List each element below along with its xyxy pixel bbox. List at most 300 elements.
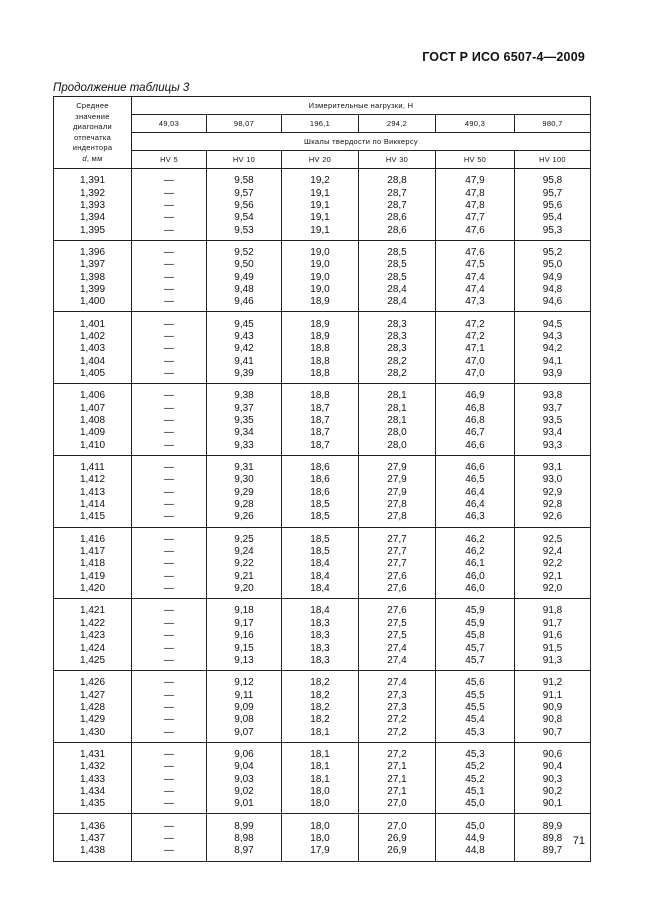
- hardness-cell: 27,5: [359, 630, 436, 642]
- hardness-cell: 93,8: [515, 384, 591, 403]
- hardness-cell: 18,9: [282, 312, 359, 331]
- hardness-cell: 18,7: [282, 427, 359, 439]
- diagonal-cell: 1,417: [54, 546, 132, 558]
- hardness-cell: —: [132, 814, 207, 833]
- hardness-cell: 9,25: [207, 527, 282, 546]
- hardness-cell: 45,9: [436, 599, 515, 618]
- hardness-cell: 47,0: [436, 355, 515, 367]
- hardness-cell: —: [132, 212, 207, 224]
- hardness-cell: 46,0: [436, 583, 515, 599]
- hardness-cell: 91,6: [515, 630, 591, 642]
- hardness-cell: —: [132, 487, 207, 499]
- hardness-cell: —: [132, 271, 207, 283]
- hardness-cell: 89,9: [515, 814, 591, 833]
- diagonal-cell: 1,434: [54, 786, 132, 798]
- hardness-cell: 27,5: [359, 618, 436, 630]
- hardness-cell: 90,6: [515, 742, 591, 761]
- hardness-cell: 92,6: [515, 511, 591, 527]
- diagonal-cell: 1,433: [54, 773, 132, 785]
- hardness-cell: 18,3: [282, 630, 359, 642]
- hardness-cell: —: [132, 355, 207, 367]
- hardness-cell: 18,0: [282, 786, 359, 798]
- diagonal-cell: 1,412: [54, 474, 132, 486]
- hardness-cell: 94,6: [515, 296, 591, 312]
- diagonal-header-line: диагонали: [72, 122, 113, 131]
- table-row: [54, 284, 591, 296]
- hardness-cell: 46,5: [436, 474, 515, 486]
- hardness-cell: 89,7: [515, 845, 591, 861]
- hardness-cell: 28,7: [359, 200, 436, 212]
- hardness-cell: 9,42: [207, 343, 282, 355]
- table-row: [54, 312, 591, 331]
- hardness-cell: 46,0: [436, 571, 515, 583]
- table-row: [54, 798, 591, 814]
- hardness-cell: —: [132, 384, 207, 403]
- hardness-cell: 19,1: [282, 212, 359, 224]
- hardness-cell: —: [132, 368, 207, 384]
- hardness-cell: 28,5: [359, 271, 436, 283]
- diagonal-cell: 1,431: [54, 742, 132, 761]
- hardness-cell: 27,8: [359, 511, 436, 527]
- hardness-cell: 47,2: [436, 312, 515, 331]
- hardness-cell: 27,4: [359, 671, 436, 690]
- hardness-cell: 18,8: [282, 368, 359, 384]
- diagonal-cell: 1,410: [54, 440, 132, 456]
- hardness-cell: 9,30: [207, 474, 282, 486]
- hardness-cell: 9,41: [207, 355, 282, 367]
- hardness-cell: 18,4: [282, 558, 359, 570]
- table-row: [54, 169, 591, 188]
- table-row: [54, 271, 591, 283]
- table-caption: Продолжение таблицы 3: [53, 82, 190, 94]
- diagonal-cell: 1,437: [54, 833, 132, 845]
- hardness-cell: —: [132, 773, 207, 785]
- diagonal-header-line: отпечатка: [73, 132, 112, 142]
- hardness-cell: 28,1: [359, 384, 436, 403]
- diagonal-cell: 1,418: [54, 558, 132, 570]
- hardness-cell: 90,9: [515, 702, 591, 714]
- hardness-cell: 46,1: [436, 558, 515, 570]
- hardness-cell: 26,9: [359, 833, 436, 845]
- hardness-cell: 9,20: [207, 583, 282, 599]
- hardness-cell: 46,3: [436, 511, 515, 527]
- hardness-cell: 89,8: [515, 833, 591, 845]
- hardness-cell: 45,7: [436, 642, 515, 654]
- hardness-cell: —: [132, 343, 207, 355]
- table-row: [54, 845, 591, 861]
- scale-cell: HV 100: [515, 151, 591, 169]
- load-cell: 980,7: [515, 115, 591, 133]
- diagonal-header-line: значение: [75, 111, 110, 121]
- hardness-cell: 91,2: [515, 671, 591, 690]
- row-group: [54, 599, 591, 671]
- hardness-cell: 45,8: [436, 630, 515, 642]
- hardness-cell: 19,1: [282, 200, 359, 212]
- hardness-cell: 95,6: [515, 200, 591, 212]
- hardness-cell: —: [132, 169, 207, 188]
- hardness-cell: 9,13: [207, 655, 282, 671]
- hardness-cell: 9,48: [207, 284, 282, 296]
- table-row: [54, 455, 591, 474]
- hardness-cell: 45,6: [436, 671, 515, 690]
- hardness-cell: —: [132, 642, 207, 654]
- hardness-cell: 46,8: [436, 415, 515, 427]
- hardness-cell: 18,0: [282, 833, 359, 845]
- diagonal-cell: 1,402: [54, 331, 132, 343]
- hardness-cell: —: [132, 726, 207, 742]
- hardness-cell: 18,4: [282, 571, 359, 583]
- hardness-cell: 9,12: [207, 671, 282, 690]
- row-group: [54, 312, 591, 384]
- hardness-cell: 47,5: [436, 259, 515, 271]
- hardness-cell: 18,6: [282, 455, 359, 474]
- hardness-cell: 18,1: [282, 761, 359, 773]
- hardness-cell: —: [132, 296, 207, 312]
- hardness-cell: 91,3: [515, 655, 591, 671]
- hardness-cell: 18,6: [282, 474, 359, 486]
- hardness-cell: 45,3: [436, 742, 515, 761]
- load-cell: 49,03: [132, 115, 207, 133]
- diagonal-cell: 1,421: [54, 599, 132, 618]
- diagonal-cell: 1,423: [54, 630, 132, 642]
- diagonal-cell: 1,416: [54, 527, 132, 546]
- hardness-cell: 9,26: [207, 511, 282, 527]
- hardness-cell: 18,7: [282, 403, 359, 415]
- hardness-cell: 47,8: [436, 200, 515, 212]
- hardness-cell: 9,07: [207, 726, 282, 742]
- table-row: [54, 655, 591, 671]
- hardness-cell: 90,1: [515, 798, 591, 814]
- hardness-cell: 18,3: [282, 618, 359, 630]
- hardness-cell: 9,31: [207, 455, 282, 474]
- hardness-cell: —: [132, 571, 207, 583]
- hardness-cell: 18,7: [282, 415, 359, 427]
- hardness-cell: —: [132, 558, 207, 570]
- diagonal-header-line: Среднее: [76, 101, 109, 110]
- row-group: [54, 384, 591, 456]
- hardness-cell: —: [132, 187, 207, 199]
- hardness-cell: 28,3: [359, 331, 436, 343]
- diagonal-cell: 1,411: [54, 455, 132, 474]
- hardness-cell: 45,2: [436, 761, 515, 773]
- hardness-cell: 45,0: [436, 814, 515, 833]
- hardness-cell: 19,1: [282, 224, 359, 240]
- hardness-cell: 27,7: [359, 558, 436, 570]
- hardness-cell: 44,8: [436, 845, 515, 861]
- table-row: [54, 212, 591, 224]
- diagonal-cell: 1,394: [54, 212, 132, 224]
- hardness-cell: 94,9: [515, 271, 591, 283]
- table-row: [54, 689, 591, 701]
- table-row: [54, 511, 591, 527]
- hardness-cell: 19,0: [282, 240, 359, 259]
- table-row: [54, 487, 591, 499]
- hardness-cell: 45,2: [436, 773, 515, 785]
- hardness-cell: 9,18: [207, 599, 282, 618]
- hardness-cell: 95,0: [515, 259, 591, 271]
- row-group: [54, 671, 591, 743]
- hardness-cell: 18,9: [282, 331, 359, 343]
- hardness-cell: 9,50: [207, 259, 282, 271]
- hardness-cell: —: [132, 511, 207, 527]
- hardness-cell: —: [132, 546, 207, 558]
- hardness-cell: —: [132, 455, 207, 474]
- hardness-cell: 28,1: [359, 403, 436, 415]
- diagonal-symbol: d: [82, 153, 87, 163]
- diagonal-cell: 1,414: [54, 499, 132, 511]
- hardness-cell: —: [132, 742, 207, 761]
- hardness-cell: 9,08: [207, 714, 282, 726]
- hardness-cell: 18,0: [282, 814, 359, 833]
- scale-cell: HV 5: [132, 151, 207, 169]
- table-row: [54, 499, 591, 511]
- diagonal-unit: , мм: [86, 153, 103, 163]
- hardness-cell: 9,49: [207, 271, 282, 283]
- hardness-cell: 18,2: [282, 702, 359, 714]
- hardness-cell: 46,9: [436, 384, 515, 403]
- row-group: [54, 814, 591, 861]
- scale-cell: HV 50: [436, 151, 515, 169]
- table-row: [54, 384, 591, 403]
- hardness-cell: 27,0: [359, 798, 436, 814]
- hardness-cell: 28,4: [359, 284, 436, 296]
- hardness-cell: —: [132, 415, 207, 427]
- hardness-cell: —: [132, 427, 207, 439]
- hardness-cell: —: [132, 440, 207, 456]
- hardness-cell: 47,1: [436, 343, 515, 355]
- hardness-cell: 27,6: [359, 599, 436, 618]
- row-group: [54, 742, 591, 814]
- diagonal-cell: 1,399: [54, 284, 132, 296]
- diagonal-cell: 1,398: [54, 271, 132, 283]
- hardness-cell: —: [132, 630, 207, 642]
- hardness-cell: 9,58: [207, 169, 282, 188]
- hardness-cell: 27,1: [359, 786, 436, 798]
- hardness-cell: 90,7: [515, 726, 591, 742]
- diagonal-cell: 1,424: [54, 642, 132, 654]
- hardness-cell: 93,1: [515, 455, 591, 474]
- hardness-cell: 45,9: [436, 618, 515, 630]
- hardness-cell: 90,2: [515, 786, 591, 798]
- hardness-cell: 28,2: [359, 368, 436, 384]
- diagonal-cell: 1,407: [54, 403, 132, 415]
- hardness-cell: 27,7: [359, 546, 436, 558]
- hardness-cell: —: [132, 284, 207, 296]
- diagonal-cell: 1,392: [54, 187, 132, 199]
- hardness-cell: 9,35: [207, 415, 282, 427]
- diagonal-cell: 1,393: [54, 200, 132, 212]
- hardness-cell: 27,2: [359, 726, 436, 742]
- hardness-cell: 46,2: [436, 546, 515, 558]
- hardness-cell: 47,4: [436, 284, 515, 296]
- hardness-cell: 44,9: [436, 833, 515, 845]
- hardness-cell: 9,37: [207, 403, 282, 415]
- diagonal-cell: 1,404: [54, 355, 132, 367]
- hardness-cell: 18,0: [282, 798, 359, 814]
- diagonal-cell: 1,391: [54, 169, 132, 188]
- table-row: [54, 331, 591, 343]
- hardness-cell: 45,5: [436, 689, 515, 701]
- hardness-cell: —: [132, 224, 207, 240]
- diagonal-header-line: индентора: [72, 143, 113, 152]
- hardness-cell: 47,3: [436, 296, 515, 312]
- hardness-cell: 9,21: [207, 571, 282, 583]
- table-row: [54, 773, 591, 785]
- table-row: [54, 527, 591, 546]
- hardness-cell: 9,01: [207, 798, 282, 814]
- hardness-cell: 28,6: [359, 212, 436, 224]
- hardness-cell: 95,4: [515, 212, 591, 224]
- hardness-cell: —: [132, 845, 207, 861]
- load-cell: 294,2: [359, 115, 436, 133]
- hardness-cell: 46,4: [436, 487, 515, 499]
- hardness-cell: 27,6: [359, 571, 436, 583]
- hardness-cell: 18,3: [282, 655, 359, 671]
- hardness-cell: 45,7: [436, 655, 515, 671]
- diagonal-cell: 1,436: [54, 814, 132, 833]
- table-row: [54, 761, 591, 773]
- page-number: 71: [572, 835, 585, 847]
- hardness-cell: 9,17: [207, 618, 282, 630]
- hardness-cell: 90,8: [515, 714, 591, 726]
- hardness-cell: 47,8: [436, 187, 515, 199]
- row-group: [54, 527, 591, 599]
- hardness-cell: 45,5: [436, 702, 515, 714]
- hardness-cell: 94,1: [515, 355, 591, 367]
- hardness-cell: 9,06: [207, 742, 282, 761]
- diagonal-cell: 1,415: [54, 511, 132, 527]
- hardness-cell: 93,3: [515, 440, 591, 456]
- diagonal-cell: 1,438: [54, 845, 132, 861]
- diagonal-cell: 1,413: [54, 487, 132, 499]
- hardness-table: [53, 96, 591, 862]
- hardness-cell: 28,3: [359, 343, 436, 355]
- loads-header: Измерительные нагрузки, Н: [132, 97, 591, 115]
- hardness-cell: 18,8: [282, 355, 359, 367]
- table-row: [54, 259, 591, 271]
- hardness-cell: 19,0: [282, 259, 359, 271]
- diagonal-cell: 1,400: [54, 296, 132, 312]
- hardness-cell: 8,98: [207, 833, 282, 845]
- hardness-cell: 9,09: [207, 702, 282, 714]
- scales-header: Шкалы твердости по Виккерсу: [132, 133, 591, 151]
- hardness-cell: —: [132, 499, 207, 511]
- hardness-cell: 93,7: [515, 403, 591, 415]
- hardness-cell: 9,34: [207, 427, 282, 439]
- hardness-cell: 27,9: [359, 474, 436, 486]
- hardness-cell: —: [132, 259, 207, 271]
- hardness-cell: 19,2: [282, 169, 359, 188]
- diagonal-cell: 1,425: [54, 655, 132, 671]
- hardness-cell: 9,57: [207, 187, 282, 199]
- diagonal-cell: 1,426: [54, 671, 132, 690]
- diagonal-cell: 1,403: [54, 343, 132, 355]
- hardness-cell: 45,3: [436, 726, 515, 742]
- table-row: [54, 702, 591, 714]
- hardness-cell: —: [132, 655, 207, 671]
- hardness-cell: —: [132, 331, 207, 343]
- hardness-cell: 94,8: [515, 284, 591, 296]
- hardness-cell: 9,29: [207, 487, 282, 499]
- hardness-cell: 28,4: [359, 296, 436, 312]
- hardness-cell: —: [132, 833, 207, 845]
- hardness-cell: 8,99: [207, 814, 282, 833]
- hardness-cell: 18,2: [282, 714, 359, 726]
- load-cell: 490,3: [436, 115, 515, 133]
- table-row: [54, 786, 591, 798]
- hardness-cell: 9,02: [207, 786, 282, 798]
- hardness-cell: 18,5: [282, 499, 359, 511]
- hardness-cell: 9,22: [207, 558, 282, 570]
- table-row: [54, 599, 591, 618]
- hardness-cell: 93,4: [515, 427, 591, 439]
- table-header: [54, 97, 591, 169]
- hardness-cell: 27,2: [359, 742, 436, 761]
- hardness-cell: —: [132, 583, 207, 599]
- hardness-cell: 28,0: [359, 440, 436, 456]
- hardness-cell: 93,5: [515, 415, 591, 427]
- hardness-cell: 46,6: [436, 440, 515, 456]
- hardness-cell: 19,1: [282, 187, 359, 199]
- hardness-cell: 28,3: [359, 312, 436, 331]
- hardness-cell: 28,6: [359, 224, 436, 240]
- diagonal-cell: 1,435: [54, 798, 132, 814]
- hardness-cell: 92,4: [515, 546, 591, 558]
- hardness-cell: 27,3: [359, 702, 436, 714]
- hardness-cell: —: [132, 761, 207, 773]
- hardness-cell: 27,4: [359, 655, 436, 671]
- hardness-cell: 9,11: [207, 689, 282, 701]
- table-row: [54, 343, 591, 355]
- diagonal-cell: 1,396: [54, 240, 132, 259]
- hardness-cell: 47,2: [436, 331, 515, 343]
- table-row: [54, 415, 591, 427]
- hardness-cell: 27,1: [359, 773, 436, 785]
- diagonal-cell: 1,406: [54, 384, 132, 403]
- hardness-cell: 27,9: [359, 455, 436, 474]
- table-row: [54, 618, 591, 630]
- hardness-cell: —: [132, 200, 207, 212]
- hardness-cell: 9,15: [207, 642, 282, 654]
- hardness-cell: —: [132, 403, 207, 415]
- hardness-cell: 27,0: [359, 814, 436, 833]
- scale-cell: HV 20: [282, 151, 359, 169]
- hardness-cell: —: [132, 527, 207, 546]
- diagonal-cell: 1,401: [54, 312, 132, 331]
- table-row: [54, 240, 591, 259]
- hardness-cell: 95,8: [515, 169, 591, 188]
- hardness-cell: 90,3: [515, 773, 591, 785]
- table-row: [54, 187, 591, 199]
- diagonal-cell: 1,405: [54, 368, 132, 384]
- hardness-cell: 46,7: [436, 427, 515, 439]
- diagonal-cell: 1,409: [54, 427, 132, 439]
- hardness-cell: 9,52: [207, 240, 282, 259]
- hardness-cell: 9,39: [207, 368, 282, 384]
- hardness-cell: 28,7: [359, 187, 436, 199]
- hardness-cell: —: [132, 689, 207, 701]
- hardness-cell: 27,7: [359, 527, 436, 546]
- hardness-cell: 18,6: [282, 487, 359, 499]
- hardness-cell: 9,43: [207, 331, 282, 343]
- hardness-cell: 47,0: [436, 368, 515, 384]
- diagonal-cell: 1,428: [54, 702, 132, 714]
- hardness-cell: 18,2: [282, 689, 359, 701]
- hardness-cell: 26,9: [359, 845, 436, 861]
- hardness-cell: —: [132, 671, 207, 690]
- hardness-cell: —: [132, 798, 207, 814]
- hardness-cell: 8,97: [207, 845, 282, 861]
